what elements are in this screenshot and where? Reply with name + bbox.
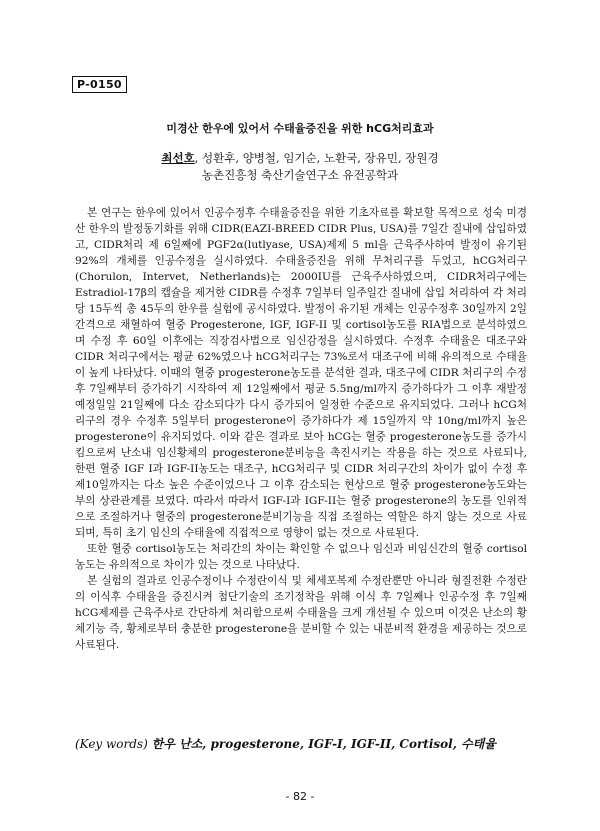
keywords-line (75, 735, 545, 752)
author-line (0, 150, 600, 166)
presenting-author: 최선호 (161, 151, 195, 165)
abstract-paragraph: 또한 혈중 cortisol농도는 처리간의 차이는 확인할 수 없으나 임신과 비임신간의 혈중 cortisol농도는 유의적으로 차이가 있는 것으로 나타났다. (75, 543, 527, 571)
abstract-code-badge: P-0150 (72, 76, 127, 93)
paper-title: 미경산 한우에 있어서 수태율증진을 위한 hCG처리효과 (166, 122, 434, 135)
page-number: - 82 - (285, 790, 315, 803)
abstract-paragraph: 본 연구는 한우에 있어서 인공수정후 수태율증진을 위한 기초자료를 확보할 목적으로 성숙 미경산 한우의 발정동기화를 위해 CIDR(EAZI-BREED CIDR Plus, USA)를 7일간 질내에 삽입하였고, CIDR처리 제 6일째에 PGF2α(lutlyase, USA)제제 5 ml을 근육주사하여 발정이 유기된 92%의 개체를 인공수정을 실시하였다. 수태율증진을 위해 무처리구를 두었고, hCG처리구(Chorulon, Intervet, Netherlands)는 2000IU를 근육주사하였으며, CIDR처리구에는 Estradiol-17β의 캡슐을 제거한 CIDR를 수정후 7일부터 일주일간 질내에 삽입 처리하여 각 처리당 15두씩 총 45두의 한우를 실험에 공시하였다. 발정이 유기된 개체는 인공수정후 30일까지 2일 간격으로 채혈하여 혈중 Progesterone, IGF, IGF-II 및 cortisol농도를 RIA법으로 분석하였으며 수정 후 60일 이후에는 직장검사법으로 임신감정을 실시하였다. 수정후 수태율은 대조구와 CIDR 처리구에서는 평균 62%였으나 hCG처리구는 73%로서 대조구에 비해 유의적으로 수태율이 높게 나타났다. 이때의 혈중 progesterone농도를 분석한 결과, 대조구에 CIDR 처리구의 수정후 7일째부터 증가하기 시작하여 제 12일째에서 평균 5.5ng/ml까지 증가하다가 그 이후 재발정 예정일일 21일째에 다소 감소되다가 다시 증가되어 일정한 수준으로 유지되었다. 그러나 hCG처리구의 경우 수정후 5일부터 progesterone이 증가하다가 제 15일까지 약 10ng/ml까지 높은 progesterone이 유지되었다. 이와 같은 결과로 보아 hCG는 혈중 progesterone농도를 증가시킴으로써 난소내 임신황체의 progesterone분비능을 촉진시키는 작용을 하는 것으로 사료되나, 한편 혈중 IGF I과 IGF-II농도는 대조구, hCG처리구 및 CIDR 처리구간의 차이가 없이 수정 후 제10일까지는 다소 높은 수준이었으나 그 이후 감소되는 현상으로 혈중 progesterone농도와는 부의 상관관계를 보였다. 따라서 따라서 IGF-I과 IGF-II는 혈중 progesterone의 농도를 인위적으로 조절하거나 혈중의 progesterone분비기능을 직접 조절하는 역할은 하지 않는 것으로 사료되며, 특히 초기 임신의 수태율에 직접적으로 영향이 없는 것으로 사료된다. (75, 207, 527, 539)
affiliation: 농촌진흥청 축산기술연구소 유전공학과 (201, 168, 399, 182)
abstract-paragraph: 본 실험의 결과로 인공수정이나 수정란이식 및 체세포복제 수정란뿐만 아니라 형질전환 수정란의 이식후 수태율을 증진시켜 첨단기술의 조기정착을 위해 이식 후 7일째나 인공수정 후 7일째 hCG제제를 근육주사로 간단하게 처리함으로써 수태율을 크게 개선될 수 있으며 이것은 난소의 황체기능 즉, 황체로부터 충분한 progesterone을 분비할 수 있는 내분비적 환경을 제공하는 것으로 사료된다. (75, 575, 527, 651)
co-authors: , 성환후, 양병철, 임기순, 노환국, 장유민, 장원경 (194, 151, 439, 165)
keywords-label: (Key words) (75, 737, 148, 751)
keywords-list: 한우 난소, progesterone, IGF-I, IGF-II, Cortisol, 수태율 (151, 737, 496, 751)
abstract-body (75, 205, 527, 653)
